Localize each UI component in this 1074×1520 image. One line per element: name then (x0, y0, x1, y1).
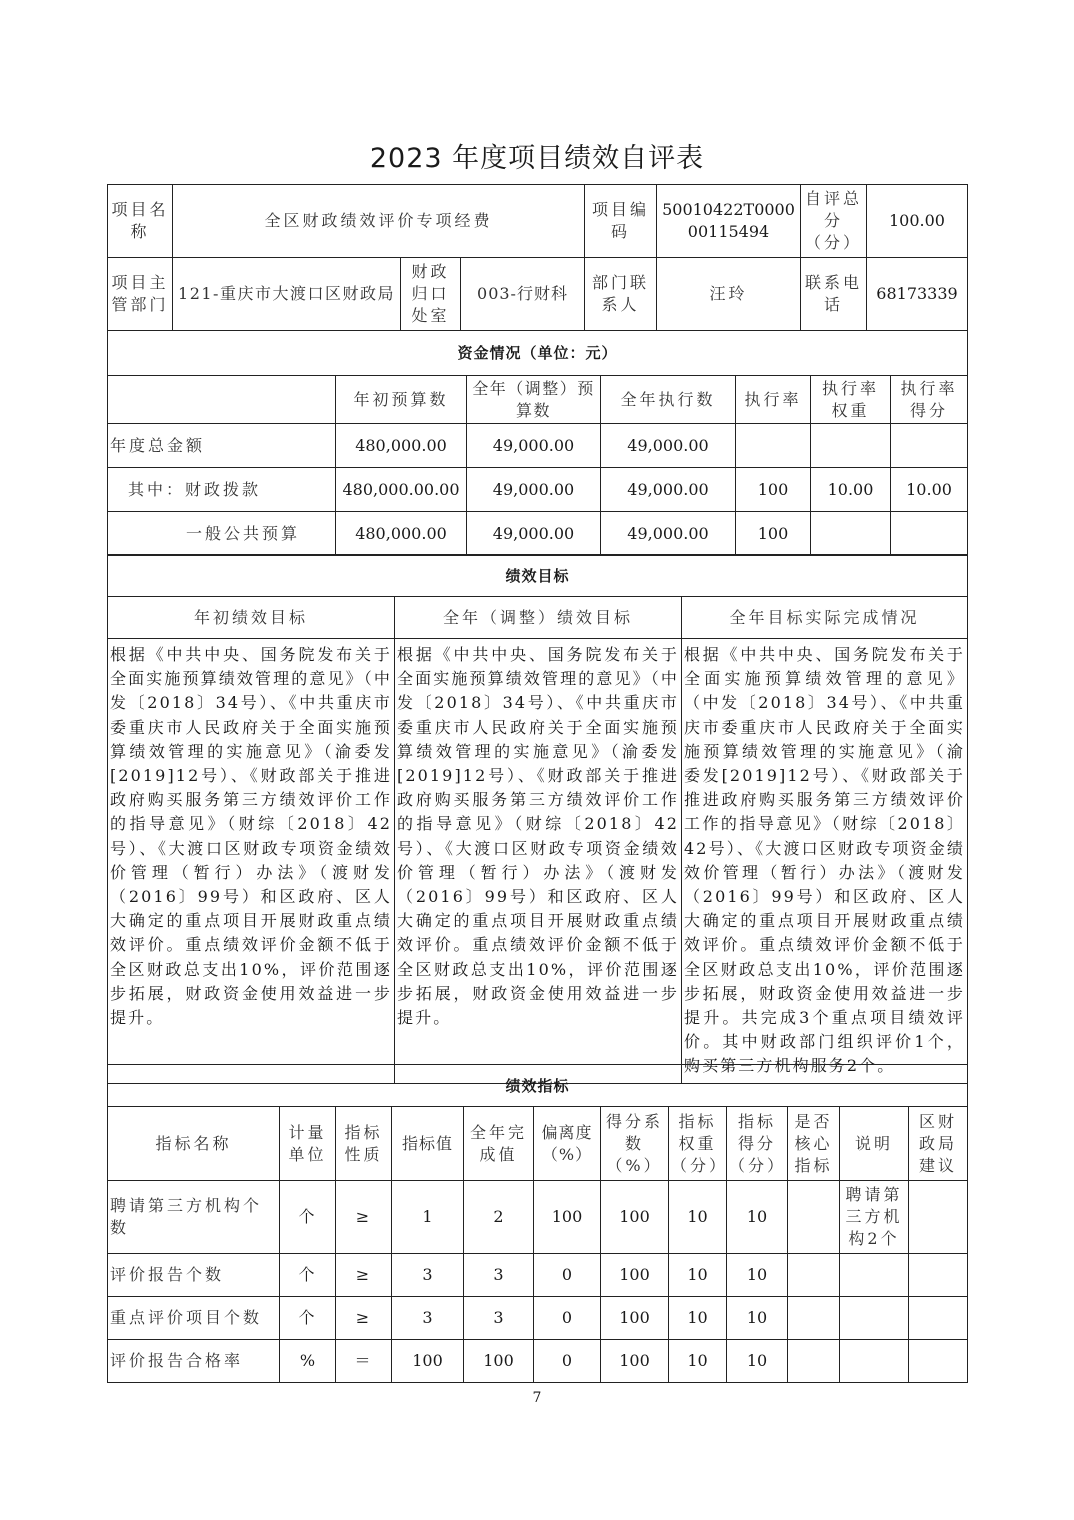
funds-adjusted: 49,000.00 (467, 424, 601, 468)
goals-initial-text: 根据《中共中央、国务院发布关于全面实施预算绩效管理的意见》（中发〔2018〕34号）、《中共重庆市委重庆市人民政府关于全面实施预算绩效管理的实施意见》（渝委发[2019]12号）、《财政部关于推进政府购买服务第三方绩效评价工作的指导意见》（财综〔2018〕42号）、《大渡口区财政专项资金绩效价管理（暂行）办法》（渡财发（2016〕99号）和区政府、区人大确定的重点项目开展财政重点绩效评价。重点绩效评价金额不低于全区财政总支出10%，评价范围逐步拓展，财政资金使用效益进一步提升。 (108, 639, 395, 1084)
funds-header-blank (108, 376, 336, 424)
ind-header-advice: 区财政局建议 (909, 1107, 968, 1181)
funds-executed: 49,000.00 (601, 468, 736, 512)
ind-name: 评价报告个数 (108, 1254, 280, 1297)
ind-unit: % (280, 1340, 336, 1383)
goals-actual-text: 根据《中共中央、国务院发布关于全面实施预算绩效管理的意见》（中发〔2018〕34号）、《中共重庆市委重庆市人民政府关于全面实施预算绩效管理的实施意见》（渝委发[2019]12号）、《财政部关于推进政府购买服务第三方绩效评价工作的指导意见》（财综〔2018〕42号）、《大渡口区财政专项资金绩效价管理（暂行）办法》（渡财发（2016〕99号）和区政府、区人大确定的重点项目开展财政重点绩效评价。重点绩效评价金额不低于全区财政总支出10%，评价范围逐步拓展，财政资金使用效益进一步提升。共完成3个重点项目绩效评价。其中财政部门组织评价1个，购买第三方机构服务2个。 (682, 639, 968, 1084)
funds-header-weight: 执行率权重 (811, 376, 891, 424)
office-value: 003-行财科 (461, 258, 585, 331)
ind-score: 10 (727, 1297, 788, 1340)
ind-score: 10 (727, 1254, 788, 1297)
funds-score: 10.00 (891, 468, 968, 512)
ind-coef: 100 (601, 1297, 669, 1340)
page-number: 7 (532, 1390, 542, 1406)
funds-row-label: 其中：财政拨款 (108, 468, 336, 512)
goals-header-initial: 年初绩效目标 (108, 597, 395, 639)
ind-header-core: 是否核心指标 (788, 1107, 840, 1181)
ind-core (788, 1254, 840, 1297)
goals-table (107, 554, 968, 1084)
self-score-value: 100.00 (867, 185, 968, 258)
goals-header-adjusted: 全年（调整）绩效目标 (395, 597, 682, 639)
funds-score (891, 512, 968, 556)
ind-note (840, 1254, 909, 1297)
ind-header-weight: 指标权重（分） (669, 1107, 727, 1181)
contact-value: 汪玲 (657, 258, 801, 331)
page-title: 2023 年度项目绩效自评表 (369, 143, 705, 174)
ind-nature: ≥ (336, 1181, 392, 1254)
indicators-section-title: 绩效指标 (108, 1065, 968, 1107)
phone-label: 联系电话 (801, 258, 867, 331)
ind-core (788, 1340, 840, 1383)
funds-row-label: 年度总金额 (108, 424, 336, 468)
ind-name: 聘请第三方机构个数 (108, 1181, 280, 1254)
funds-header-adjusted: 全年（调整）预算数 (467, 376, 601, 424)
ind-advice (909, 1254, 968, 1297)
ind-target: 1 (392, 1181, 464, 1254)
indicator-row (108, 1254, 968, 1297)
ind-note (840, 1297, 909, 1340)
funds-header-initial: 年初预算数 (336, 376, 467, 424)
project-info-table (107, 184, 968, 331)
contact-label: 部门联系人 (585, 258, 657, 331)
dept-label: 项目主管部门 (108, 258, 173, 331)
ind-actual: 2 (464, 1181, 534, 1254)
ind-weight: 10 (669, 1340, 727, 1383)
ind-target: 3 (392, 1254, 464, 1297)
funds-executed: 49,000.00 (601, 512, 736, 556)
ind-coef: 100 (601, 1181, 669, 1254)
funds-header-rate: 执行率 (736, 376, 811, 424)
dept-value: 121-重庆市大渡口区财政局 (173, 258, 401, 331)
self-score-label: 自评总分（分） (801, 185, 867, 258)
ind-header-target: 指标值 (392, 1107, 464, 1181)
indicators-table (107, 1064, 968, 1383)
ind-header-nature: 指标性质 (336, 1107, 392, 1181)
ind-nature: ≥ (336, 1254, 392, 1297)
ind-actual: 3 (464, 1254, 534, 1297)
ind-name: 重点评价项目个数 (108, 1297, 280, 1340)
ind-deviation: 0 (534, 1254, 601, 1297)
funds-header-score: 执行率得分 (891, 376, 968, 424)
ind-coef: 100 (601, 1340, 669, 1383)
ind-coef: 100 (601, 1254, 669, 1297)
funds-weight: 10.00 (811, 468, 891, 512)
ind-actual: 100 (464, 1340, 534, 1383)
indicator-row (108, 1181, 968, 1254)
funds-initial: 480,000.00 (336, 512, 467, 556)
funds-score (891, 424, 968, 468)
project-code-label: 项目编码 (585, 185, 657, 258)
ind-target: 3 (392, 1297, 464, 1340)
phone-value: 68173339 (867, 258, 968, 331)
funds-row (108, 424, 968, 468)
project-name-value: 全区财政绩效评价专项经费 (173, 185, 585, 258)
funds-rate: 100 (736, 468, 811, 512)
funds-initial: 480,000.00.00 (336, 468, 467, 512)
ind-note (840, 1340, 909, 1383)
ind-nature: ＝ (336, 1340, 392, 1383)
ind-weight: 10 (669, 1254, 727, 1297)
ind-core (788, 1297, 840, 1340)
indicator-row (108, 1297, 968, 1340)
ind-note: 聘请第三方机构2个 (840, 1181, 909, 1254)
funds-header-executed: 全年执行数 (601, 376, 736, 424)
goals-adjusted-text: 根据《中共中央、国务院发布关于全面实施预算绩效管理的意见》（中发〔2018〕34号）、《中共重庆市委重庆市人民政府关于全面实施预算绩效管理的实施意见》（渝委发[2019]12号）、《财政部关于推进政府购买服务第三方绩效评价工作的指导意见》（财综〔2018〕42号）、《大渡口区财政专项资金绩效价管理（暂行）办法》（渡财发（2016〕99号）和区政府、区人大确定的重点项目开展财政重点绩效评价。重点绩效评价金额不低于全区财政总支出10%，评价范围逐步拓展，财政资金使用效益进一步提升。 (395, 639, 682, 1084)
ind-unit: 个 (280, 1254, 336, 1297)
ind-deviation: 100 (534, 1181, 601, 1254)
ind-header-note: 说明 (840, 1107, 909, 1181)
project-name-label: 项目名称 (108, 185, 173, 258)
ind-weight: 10 (669, 1181, 727, 1254)
funds-adjusted: 49,000.00 (467, 468, 601, 512)
goals-header-actual: 全年目标实际完成情况 (682, 597, 968, 639)
ind-core (788, 1181, 840, 1254)
ind-name: 评价报告合格率 (108, 1340, 280, 1383)
funds-weight (811, 424, 891, 468)
ind-deviation: 0 (534, 1340, 601, 1383)
ind-header-name: 指标名称 (108, 1107, 280, 1181)
ind-header-unit: 计量单位 (280, 1107, 336, 1181)
ind-target: 100 (392, 1340, 464, 1383)
ind-unit: 个 (280, 1181, 336, 1254)
ind-header-coef: 得分系数（%） (601, 1107, 669, 1181)
ind-advice (909, 1297, 968, 1340)
funds-row (108, 512, 968, 556)
funds-section-title: 资金情况（单位：元） (108, 331, 968, 376)
funds-rate: 100 (736, 512, 811, 556)
office-label: 财政归口处室 (401, 258, 461, 331)
funds-table (107, 330, 968, 556)
funds-executed: 49,000.00 (601, 424, 736, 468)
ind-score: 10 (727, 1181, 788, 1254)
goals-section-title: 绩效目标 (108, 555, 968, 597)
funds-row (108, 468, 968, 512)
ind-unit: 个 (280, 1297, 336, 1340)
ind-header-actual: 全年完成值 (464, 1107, 534, 1181)
project-code-value: 50010422T000000115494 (657, 185, 801, 258)
ind-deviation: 0 (534, 1297, 601, 1340)
funds-adjusted: 49,000.00 (467, 512, 601, 556)
ind-actual: 3 (464, 1297, 534, 1340)
funds-initial: 480,000.00 (336, 424, 467, 468)
ind-weight: 10 (669, 1297, 727, 1340)
indicator-row (108, 1340, 968, 1383)
funds-weight (811, 512, 891, 556)
ind-header-deviation: 偏离度（%） (534, 1107, 601, 1181)
funds-rate (736, 424, 811, 468)
funds-row-label: 一般公共预算 (108, 512, 336, 556)
ind-nature: ≥ (336, 1297, 392, 1340)
ind-advice (909, 1181, 968, 1254)
ind-advice (909, 1340, 968, 1383)
ind-header-score: 指标得分（分） (727, 1107, 788, 1181)
ind-score: 10 (727, 1340, 788, 1383)
